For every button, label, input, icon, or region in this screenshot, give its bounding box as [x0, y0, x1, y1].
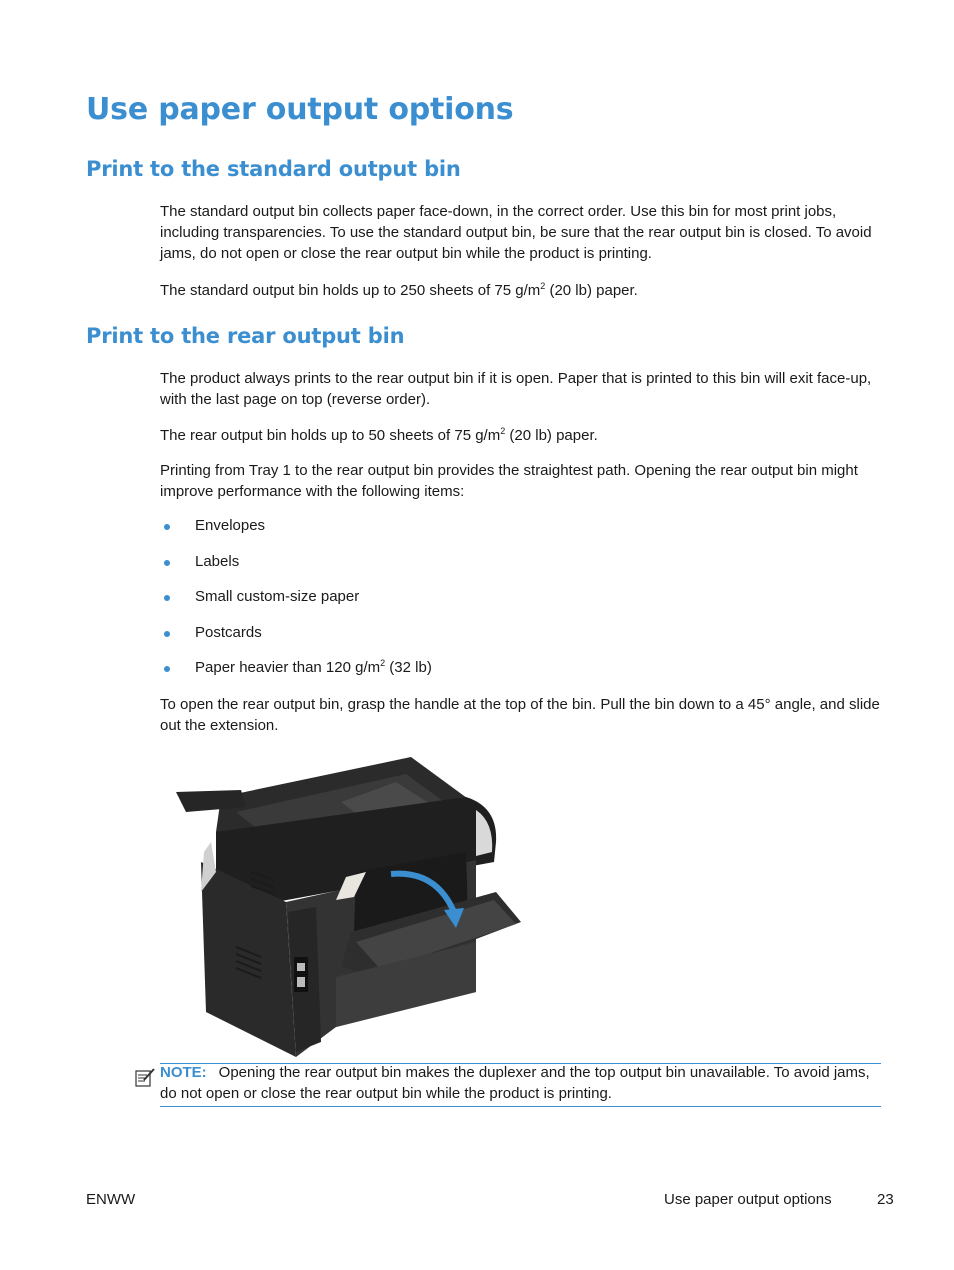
bullet-icon	[164, 666, 170, 672]
list-item-text: Postcards	[195, 623, 262, 641]
page-title: Use paper output options	[86, 92, 514, 127]
text-run: Paper heavier than 120 g/m	[195, 659, 381, 676]
text-run: The standard output bin holds up to 250 sheets of 75 g/m	[160, 282, 541, 299]
note-divider-bottom	[160, 1106, 881, 1107]
text-run: (20 lb) paper.	[545, 282, 638, 299]
note-icon	[134, 1066, 156, 1088]
list-item-text: Small custom-size paper	[195, 588, 360, 605]
list-item-text	[195, 657, 432, 678]
text-run: The rear output bin holds up to 50 sheets of 75 g/m	[160, 427, 501, 444]
printer-rear-output-bin-illustration	[176, 752, 526, 1062]
note-text: Opening the rear output bin makes the duplexer and the top output bin unavailable. To avoid jams, do not open or close the rear output bin while the product is printing.	[160, 1064, 870, 1102]
paragraph: The product always prints to the rear output bin if it is open. Paper that is printed to this bin will exit face-up, with the last page on top (reverse order).	[160, 370, 872, 408]
note-label: NOTE:	[160, 1064, 207, 1081]
footer-left-label: ENWW	[86, 1191, 136, 1208]
paragraph: To open the rear output bin, grasp the handle at the top of the bin. Pull the bin down to a 45° angle, and slide out the extension.	[160, 696, 880, 734]
superscript: 2	[540, 281, 546, 291]
list-item-text: Labels	[195, 552, 240, 570]
section-heading-standard-bin: Print to the standard output bin	[86, 157, 461, 181]
bullet-icon	[164, 631, 170, 637]
bullet-icon	[164, 595, 170, 601]
bullet-icon	[164, 524, 170, 530]
paragraph	[160, 425, 880, 446]
text-run: (20 lb) paper.	[505, 427, 598, 444]
paragraph	[160, 280, 880, 301]
superscript: 2	[380, 658, 386, 668]
footer-page-number: 23	[877, 1191, 894, 1208]
paragraph: The standard output bin collects paper face-down, in the correct order. Use this bin for most print jobs, including transparencies. To use the standard output bin, be sure that the rear output bin is closed. To avoid jams, do not open or close the rear output bin while the product is printing.	[160, 203, 872, 262]
bullet-icon	[164, 560, 170, 566]
text-run: (32 lb)	[385, 659, 432, 676]
paragraph: Printing from Tray 1 to the rear output bin provides the straightest path. Opening the rear output bin might improve performance with the following items:	[160, 462, 858, 500]
footer-section-title: Use paper output options	[664, 1191, 832, 1208]
superscript: 2	[500, 426, 506, 436]
note	[160, 1062, 882, 1104]
list-item-text: Envelopes	[195, 517, 266, 534]
section-heading-rear-bin: Print to the rear output bin	[86, 324, 405, 348]
